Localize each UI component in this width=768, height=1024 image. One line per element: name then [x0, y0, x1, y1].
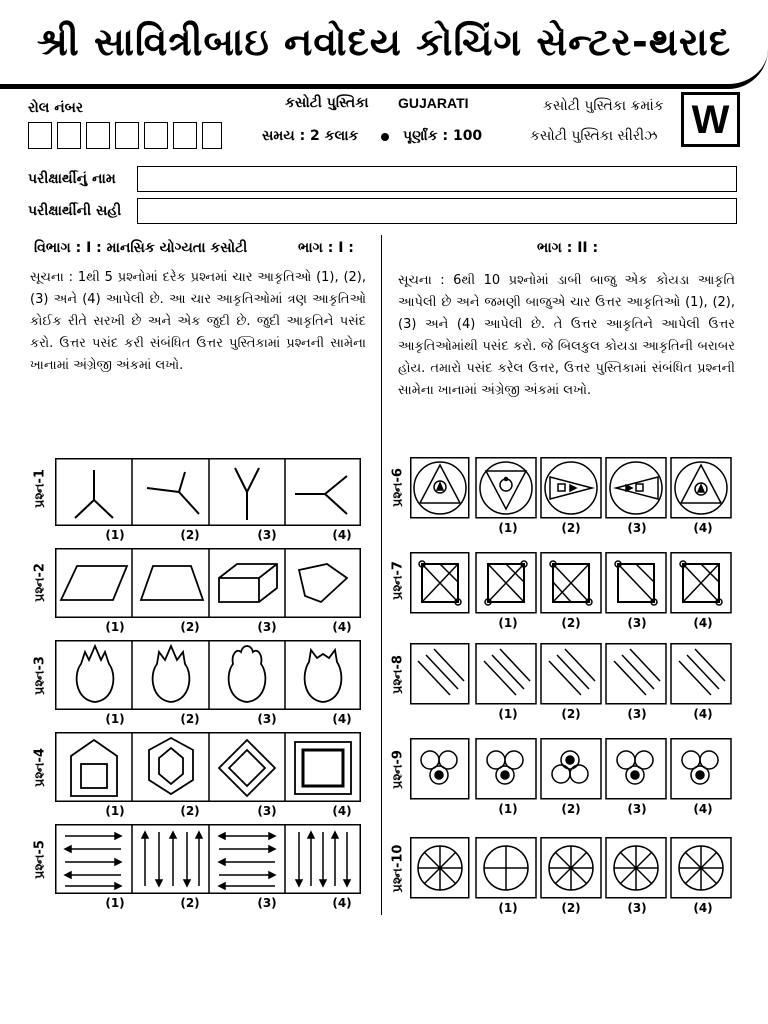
- series-letter-box: W: [681, 92, 740, 147]
- question-4-figures: [55, 732, 361, 802]
- question-label: પ્રશ્ન-5: [32, 840, 48, 879]
- section-title: વિભાગ : I : માનસિક યોગ્યતા કસોટી: [34, 240, 248, 256]
- question-label: પ્રશ્ન-4: [32, 748, 48, 787]
- option-label: (4): [693, 802, 713, 816]
- option-label: (3): [257, 620, 277, 634]
- question-label: પ્રશ્ન-7: [390, 561, 406, 600]
- question-label: પ્રશ્ન-9: [390, 750, 406, 789]
- instructions-part-two: સૂચના : 6થી 10 પ્રશ્નોમાં ડાબી બાજુ એક કોયડા આકૃતિ આપેલી છે અને જમણી બાજુએ ચાર ઉત્તર આકૃતિઓ (1), (2), (3) અને (4) આપેલી છે. તે ઉત્તર આકૃતિને આપેલી ઉત્તર આકૃતિઓમાંથી પસંદ કરો. જે બિલકુલ કોયડા આકૃતિની બરાબર હોય. તમારો પસંદ કરેલ ઉત્તર, ઉત્તર પુસ્તિકામાં સંબંધિત પ્રશ્નની સામેના ખાનામાં અંગ્રેજી અંકમાં લખો.: [398, 273, 735, 398]
- question-9-figures: [410, 738, 735, 800]
- option-label: (1): [105, 528, 125, 542]
- bullet-dot: [381, 133, 389, 141]
- option-label: (2): [180, 804, 200, 818]
- question-label: પ્રશ્ન-1: [32, 469, 48, 508]
- roll-box[interactable]: [115, 122, 139, 149]
- roll-box[interactable]: [202, 122, 222, 149]
- option-label: (4): [332, 528, 352, 542]
- option-label: (1): [105, 620, 125, 634]
- option-label: (3): [257, 896, 277, 910]
- question-label: પ્રશ્ન-6: [390, 468, 406, 507]
- total-marks-label: પૂર્ણાંક : 100: [403, 128, 483, 144]
- candidate-signature-label: પરીક્ષાર્થીની સહી: [28, 203, 122, 219]
- option-label: (4): [693, 521, 713, 535]
- part-two-heading: ભાગ : II :: [537, 240, 599, 256]
- option-label: (2): [180, 896, 200, 910]
- option-label: (3): [627, 616, 647, 630]
- option-label: (3): [627, 802, 647, 816]
- roll-number-label: રોલ નંબર: [28, 100, 84, 116]
- option-label: (4): [693, 901, 713, 915]
- option-label: (3): [257, 712, 277, 726]
- option-label: (4): [332, 896, 352, 910]
- booklet-language: GUJARATI: [398, 95, 469, 111]
- option-label: (2): [561, 521, 581, 535]
- candidate-signature-field[interactable]: [137, 198, 737, 224]
- option-label: (2): [180, 528, 200, 542]
- option-label: (1): [105, 712, 125, 726]
- option-label: (3): [627, 707, 647, 721]
- column-divider: [381, 235, 382, 915]
- question-label: પ્રશ્ન-8: [390, 655, 406, 694]
- candidate-name-field[interactable]: [137, 166, 737, 192]
- time-label: સમય : 2 કલાક: [262, 128, 359, 144]
- option-label: (4): [693, 707, 713, 721]
- option-label: (3): [257, 528, 277, 542]
- booklet-series-label: કસોટી પુસ્તિકા સીરીઝ: [530, 128, 658, 144]
- question-10-figures: [410, 837, 735, 899]
- roll-box[interactable]: [86, 122, 110, 149]
- option-label: (2): [561, 802, 581, 816]
- question-label: પ્રશ્ન-10: [390, 844, 406, 893]
- candidate-name-label: પરીક્ષાર્થીનું નામ: [28, 171, 116, 187]
- option-label: (3): [257, 804, 277, 818]
- roll-box[interactable]: [28, 122, 52, 149]
- page-title: શ્રી સાવિત્રીબાઇ નવોદય કોચિંગ સેન્ટર-થરાદ: [36, 20, 732, 64]
- option-label: (2): [561, 707, 581, 721]
- option-label: (1): [498, 802, 518, 816]
- option-label: (1): [105, 896, 125, 910]
- option-label: (2): [561, 901, 581, 915]
- option-label: (2): [561, 616, 581, 630]
- option-label: (3): [627, 901, 647, 915]
- option-label: (3): [627, 521, 647, 535]
- question-label: પ્રશ્ન-3: [32, 656, 48, 695]
- roll-box[interactable]: [173, 122, 197, 149]
- part-one-heading: ભાગ : I :: [298, 240, 354, 256]
- question-6-figures: [410, 457, 735, 519]
- question-7-figures: [410, 552, 735, 614]
- option-label: (2): [180, 620, 200, 634]
- question-label: પ્રશ્ન-2: [32, 563, 48, 602]
- roll-box[interactable]: [57, 122, 81, 149]
- option-label: (4): [332, 804, 352, 818]
- instructions-part-one: સૂચના : 1થી 5 પ્રશ્નોમાં દરેક પ્રશ્નમાં ચાર આકૃતિઓ (1), (2), (3) અને (4) આપેલી છે. આ ચાર આકૃતિઓમાં ત્રણ આકૃતિઓ કોઈક રીતે સરખી છે અને એક જુદી છે. જુદી આકૃતિને પસંદ કરો. ઉત્તર પસંદ કરી સંબંધિત ઉત્તર પુસ્તિકામાં પ્રશ્નની સામેના ખાનામાં અંગ્રેજી અંકમાં લખો.: [30, 270, 366, 373]
- option-label: (2): [180, 712, 200, 726]
- option-label: (1): [498, 616, 518, 630]
- option-label: (4): [693, 616, 713, 630]
- option-label: (1): [498, 521, 518, 535]
- option-label: (1): [498, 901, 518, 915]
- question-5-figures: [55, 824, 361, 894]
- booklet-label: કસોટી પુસ્તિકા: [285, 95, 369, 111]
- question-3-figures: [55, 640, 361, 710]
- option-label: (1): [105, 804, 125, 818]
- option-label: (4): [332, 620, 352, 634]
- roll-box[interactable]: [144, 122, 168, 149]
- question-8-figures: [410, 643, 735, 705]
- option-label: (4): [332, 712, 352, 726]
- option-label: (1): [498, 707, 518, 721]
- question-2-figures: [55, 548, 361, 618]
- booklet-number-label: કસોટી પુસ્તિકા ક્રમાંક: [543, 98, 664, 114]
- question-1-figures: [55, 458, 361, 526]
